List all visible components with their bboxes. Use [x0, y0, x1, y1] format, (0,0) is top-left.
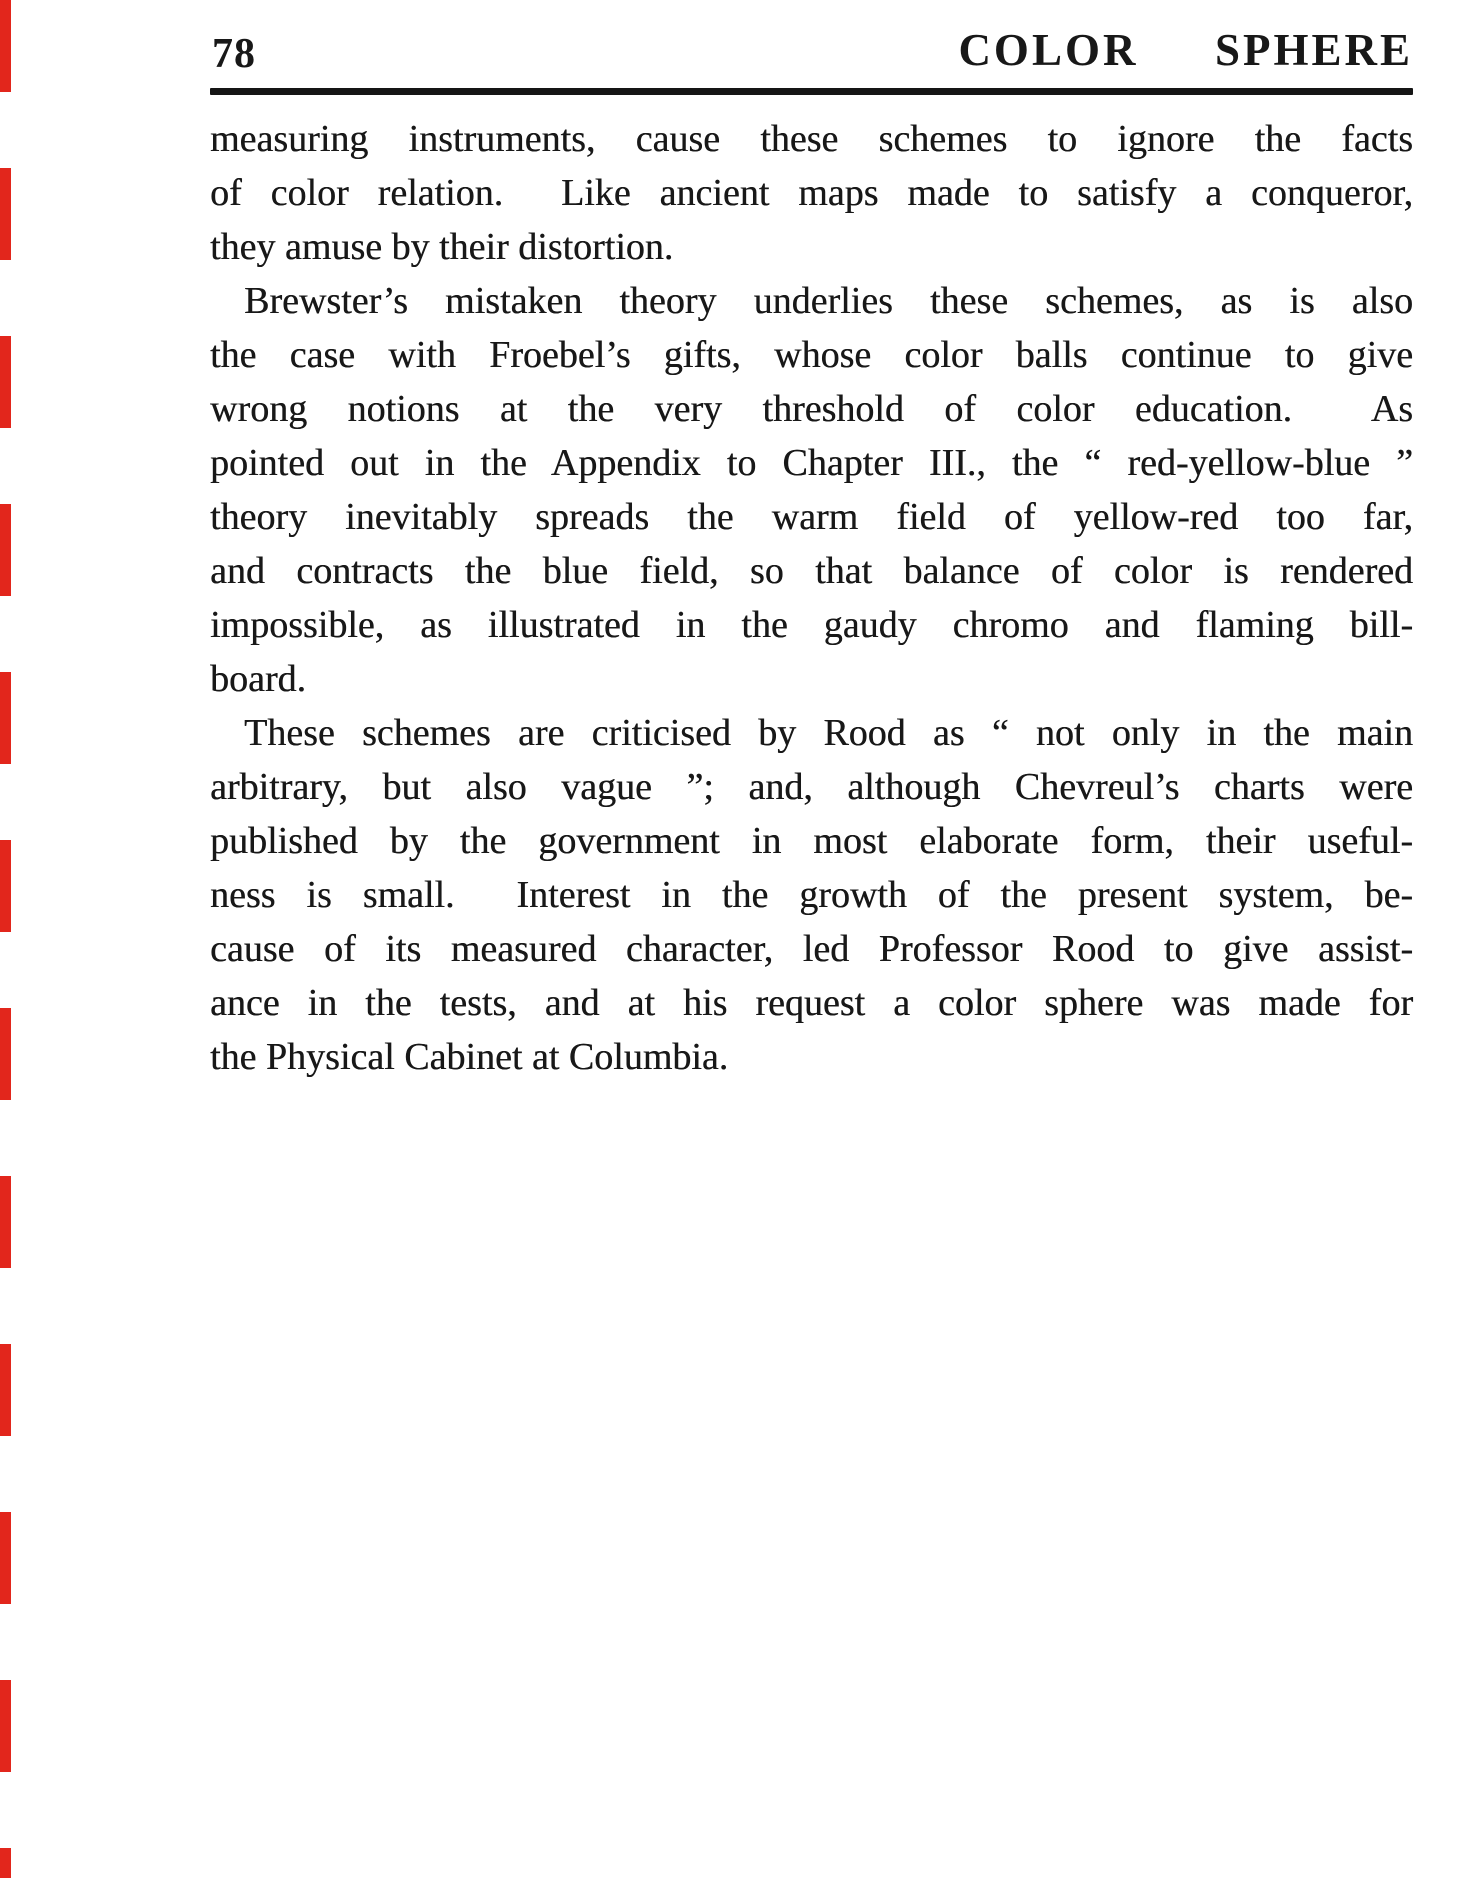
text-line: board.: [210, 658, 307, 700]
text-line: and contracts the blue field, so that balance of color is rendered: [210, 550, 1413, 592]
text-line: the case with Froebel’s gifts, whose color balls continue to give: [210, 334, 1413, 376]
page-edge-stain-marks: [0, 0, 11, 1878]
text-line: These schemes are criticised by Rood as “ not only in the main: [244, 712, 1413, 754]
text-line: ness is small. Interest in the growth of the present system, be-: [210, 874, 1413, 916]
header-rule: [210, 88, 1413, 95]
text-line: wrong notions at the very threshold of color education. As: [210, 388, 1413, 430]
text-line: Brewster’s mistaken theory underlies these schemes, as is also: [244, 280, 1413, 322]
text-line: measuring instruments, cause these schemes to ignore the facts: [210, 118, 1413, 160]
text-line: cause of its measured character, led Professor Rood to give assist-: [210, 928, 1413, 970]
text-line: arbitrary, but also vague ”; and, although Chevreul’s charts were: [210, 766, 1413, 808]
text-line: of color relation. Like ancient maps made to satisfy a conqueror,: [210, 172, 1413, 214]
text-line: theory inevitably spreads the warm field of yellow-red too far,: [210, 496, 1413, 538]
page-number: 78: [212, 31, 256, 77]
text-line: they amuse by their distortion.: [210, 226, 674, 268]
text-line: impossible, as illustrated in the gaudy chromo and flaming bill-: [210, 604, 1413, 646]
text-line: ance in the tests, and at his request a color sphere was made for: [210, 982, 1413, 1024]
page-header: [212, 22, 1413, 77]
running-title: COLOR SPHERE: [958, 25, 1413, 75]
text-line: the Physical Cabinet at Columbia.: [210, 1036, 729, 1078]
text-line: pointed out in the Appendix to Chapter III., the “ red-yellow-blue ”: [210, 442, 1413, 484]
text-line: published by the government in most elaborate form, their useful-: [210, 820, 1413, 862]
page-body: [210, 112, 1413, 1084]
